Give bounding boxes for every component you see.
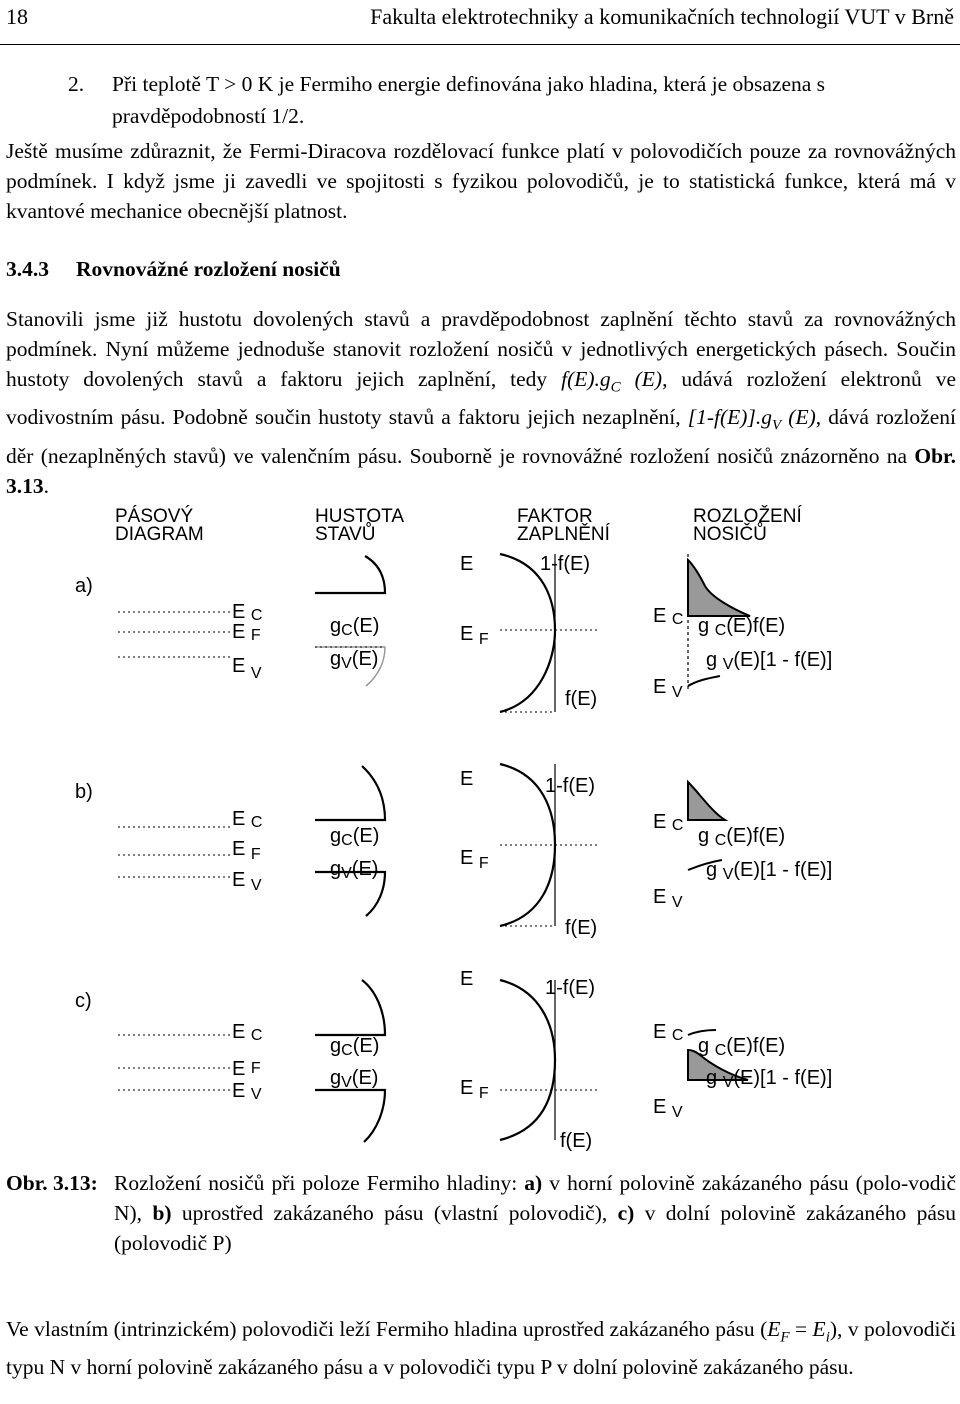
row-b-gvf: g V(E)[1 - f(E)]: [706, 859, 833, 883]
caption-b: b): [152, 1201, 172, 1225]
para2-one-minus-f: [1-f(E)].g: [687, 405, 772, 430]
page-number: 18: [6, 4, 28, 29]
caption-body: [114, 1168, 956, 1258]
para2-text-3: , dává rozložení děr (nezaplněných stavů) ve valenčním pásu. Souborně je rovnovážné rozložení nosičů znázorněno na: [6, 405, 956, 468]
figure-reference: Obr. 3.13: [6, 443, 956, 498]
row-b-gc: gC(E): [330, 825, 380, 849]
para3-eq: =: [789, 1317, 813, 1341]
caption-text-2: v horní polovině zakázaného pásu (polo-vodič N),: [114, 1171, 956, 1225]
row-a-ef-factor: E $_F$: [460, 623, 489, 648]
caption-c: c): [617, 1201, 635, 1225]
row-b-graphics: [118, 764, 725, 926]
row-a-gc: gC(E): [330, 615, 380, 639]
para2-ge-expr-2: (E): [781, 405, 816, 430]
page-header: [0, 0, 960, 45]
row-b-f: f(E): [565, 917, 598, 939]
para3-ei-sub: i: [825, 1329, 830, 1346]
row-c-ec-dist: E C: [653, 1021, 684, 1044]
header-dist-1: ROZLOŽENÍ: [693, 506, 802, 527]
para2-expression-gv: [687, 405, 816, 434]
section-heading: [6, 257, 341, 282]
row-c-label: c): [75, 990, 92, 1012]
carrier-distribution-figure: [0, 490, 960, 1165]
header-title: Fakulta elektrotechniky a komunikačních technologií VUT v Brně: [370, 4, 954, 29]
row-a-e: E: [460, 553, 474, 575]
header-band-2: DIAGRAM: [115, 524, 204, 545]
row-b-ef-factor: E $_F$: [460, 847, 489, 872]
row-b-one-minus-f: 1-f(E): [545, 775, 595, 797]
row-a-gcf: g C(E)f(E): [698, 615, 786, 639]
row-c-ev-dist: E $_V$: [653, 1096, 683, 1121]
header-band-1: PÁSOVÝ: [115, 506, 194, 527]
para3-equation: [767, 1317, 830, 1346]
row-b-ev: E $_V$: [232, 869, 262, 894]
row-b-ec: E C: [232, 808, 263, 831]
row-a-gvf: g V(E)[1 - f(E)]: [706, 649, 833, 673]
row-b-ev-dist: E $_V$: [653, 886, 683, 911]
list-item-text: Při teplotě T > 0 K je Fermiho energie definována jako hladina, která je obsazena s pravděpodobností 1/2.: [112, 72, 826, 128]
header-density-1: HUSTOTA: [315, 506, 405, 527]
row-b-ec-dist: E C: [653, 811, 684, 834]
row-c-ec: E C: [232, 1021, 263, 1044]
paragraph-carrier-distribution: [6, 304, 956, 501]
para2-expression-gc: [561, 367, 663, 396]
row-b-ef: E $_F$: [232, 838, 261, 863]
para2-text-2: , udává rozložení elektronů ve vodivostním pásu. Podobně součin hustoty stavů a faktoru jejich nezaplnění,: [6, 367, 957, 430]
row-b-gv: gV(E): [330, 858, 379, 882]
row-a-ev: E $_V$: [232, 655, 262, 682]
row-a-one-minus-f: 1-f(E): [540, 553, 590, 575]
row-c-gvf: g V(E)[1 - f(E)]: [706, 1067, 833, 1091]
row-c-gcf: g C(E)f(E): [698, 1035, 786, 1059]
row-b-label: b): [75, 781, 93, 803]
para2-f-expr: f(E).g: [561, 367, 611, 391]
para2-sub-c: C: [610, 379, 621, 396]
row-c-one-minus-f: 1-f(E): [545, 977, 595, 999]
row-b-e: E: [460, 768, 474, 790]
para3-ef-sub: F: [780, 1329, 790, 1346]
row-c-ef: E F: [232, 1058, 261, 1080]
paragraph-fermi-dirac: Ještě musíme zdůraznit, že Fermi-Diracova rozdělovací funkce platí v polovodičích pouze za rovnovážných podmínek. I když jsme ji zavedli ve spojitosti s fyzikou polovodičů, je to statistická funkce, která má v kvantové mechanice obecnější platnost.: [6, 139, 956, 223]
para3-text-1: Ve vlastním (intrinzickém) polovodiči leží Fermiho hladina uprostřed zakázaného pásu (: [6, 1317, 768, 1341]
row-a-ev-dist: E $_V$: [653, 676, 683, 701]
caption-text-4: v dolní polovině zakázaného pásu (polovodič P): [114, 1201, 956, 1255]
header-dist-2: NOSIČŮ: [693, 524, 767, 545]
para3-text-2: ), v polovodiči typu N v horní polovině zakázaného pásu a v polovodiči typu P v dolní polovině zakázaného pásu.: [6, 1317, 956, 1380]
caption-text-3: uprostřed zakázaného pásu (vlastní polovodič),: [171, 1201, 618, 1225]
section-number: 3.4.3: [6, 257, 49, 281]
header-factor-1: FAKTOR: [517, 506, 593, 527]
caption-a: a): [524, 1171, 543, 1195]
row-a-ec-dist: E C: [653, 605, 684, 628]
caption-label: Obr. 3.13:: [6, 1171, 98, 1195]
para2-sub-v: V: [771, 417, 782, 434]
row-c-ev: E V: [232, 1080, 262, 1103]
row-a-label: a): [75, 575, 93, 597]
row-a-gv: gV(E): [330, 648, 379, 672]
para2-ge-expr: (E): [620, 367, 663, 391]
row-a-f: f(E): [565, 688, 598, 710]
row-a-ef: E F: [232, 621, 261, 644]
para2-text-1: Stanovili jsme již hustotu dovolených stavů a pravděpodobnost zaplnění těchto stavů za rovnovážných podmínek. Nyní můžeme jednoduše stanovit rozložení nosičů v jednotlivých energetických pásech. Součin hustoty dovolených stavů a faktoru jejich zaplnění, tedy: [6, 307, 956, 391]
row-c-gc: gC(E): [330, 1035, 380, 1059]
row-c-gv: gV(E): [330, 1067, 379, 1091]
row-c-ef-factor: E $_F$: [460, 1077, 489, 1102]
section-title: Rovnovážné rozložení nosičů: [76, 257, 341, 281]
para3-ef: E: [767, 1317, 781, 1341]
row-c-f: f(E): [560, 1130, 593, 1152]
paragraph-intrinsic: [6, 1314, 956, 1382]
para2-text-4: .: [43, 473, 49, 498]
list-item-number: 2.: [68, 72, 85, 96]
caption-text-1: Rozložení nosičů při poloze Fermiho hladiny:: [114, 1171, 525, 1195]
header-density-2: STAVŮ: [315, 524, 376, 545]
row-b-gcf: g C(E)f(E): [698, 825, 786, 849]
row-c-e: E: [460, 968, 474, 990]
row-a-ec: E C: [232, 601, 263, 624]
header-factor-2: ZAPLNĚNÍ: [517, 524, 610, 545]
para3-ei: E: [812, 1317, 826, 1341]
